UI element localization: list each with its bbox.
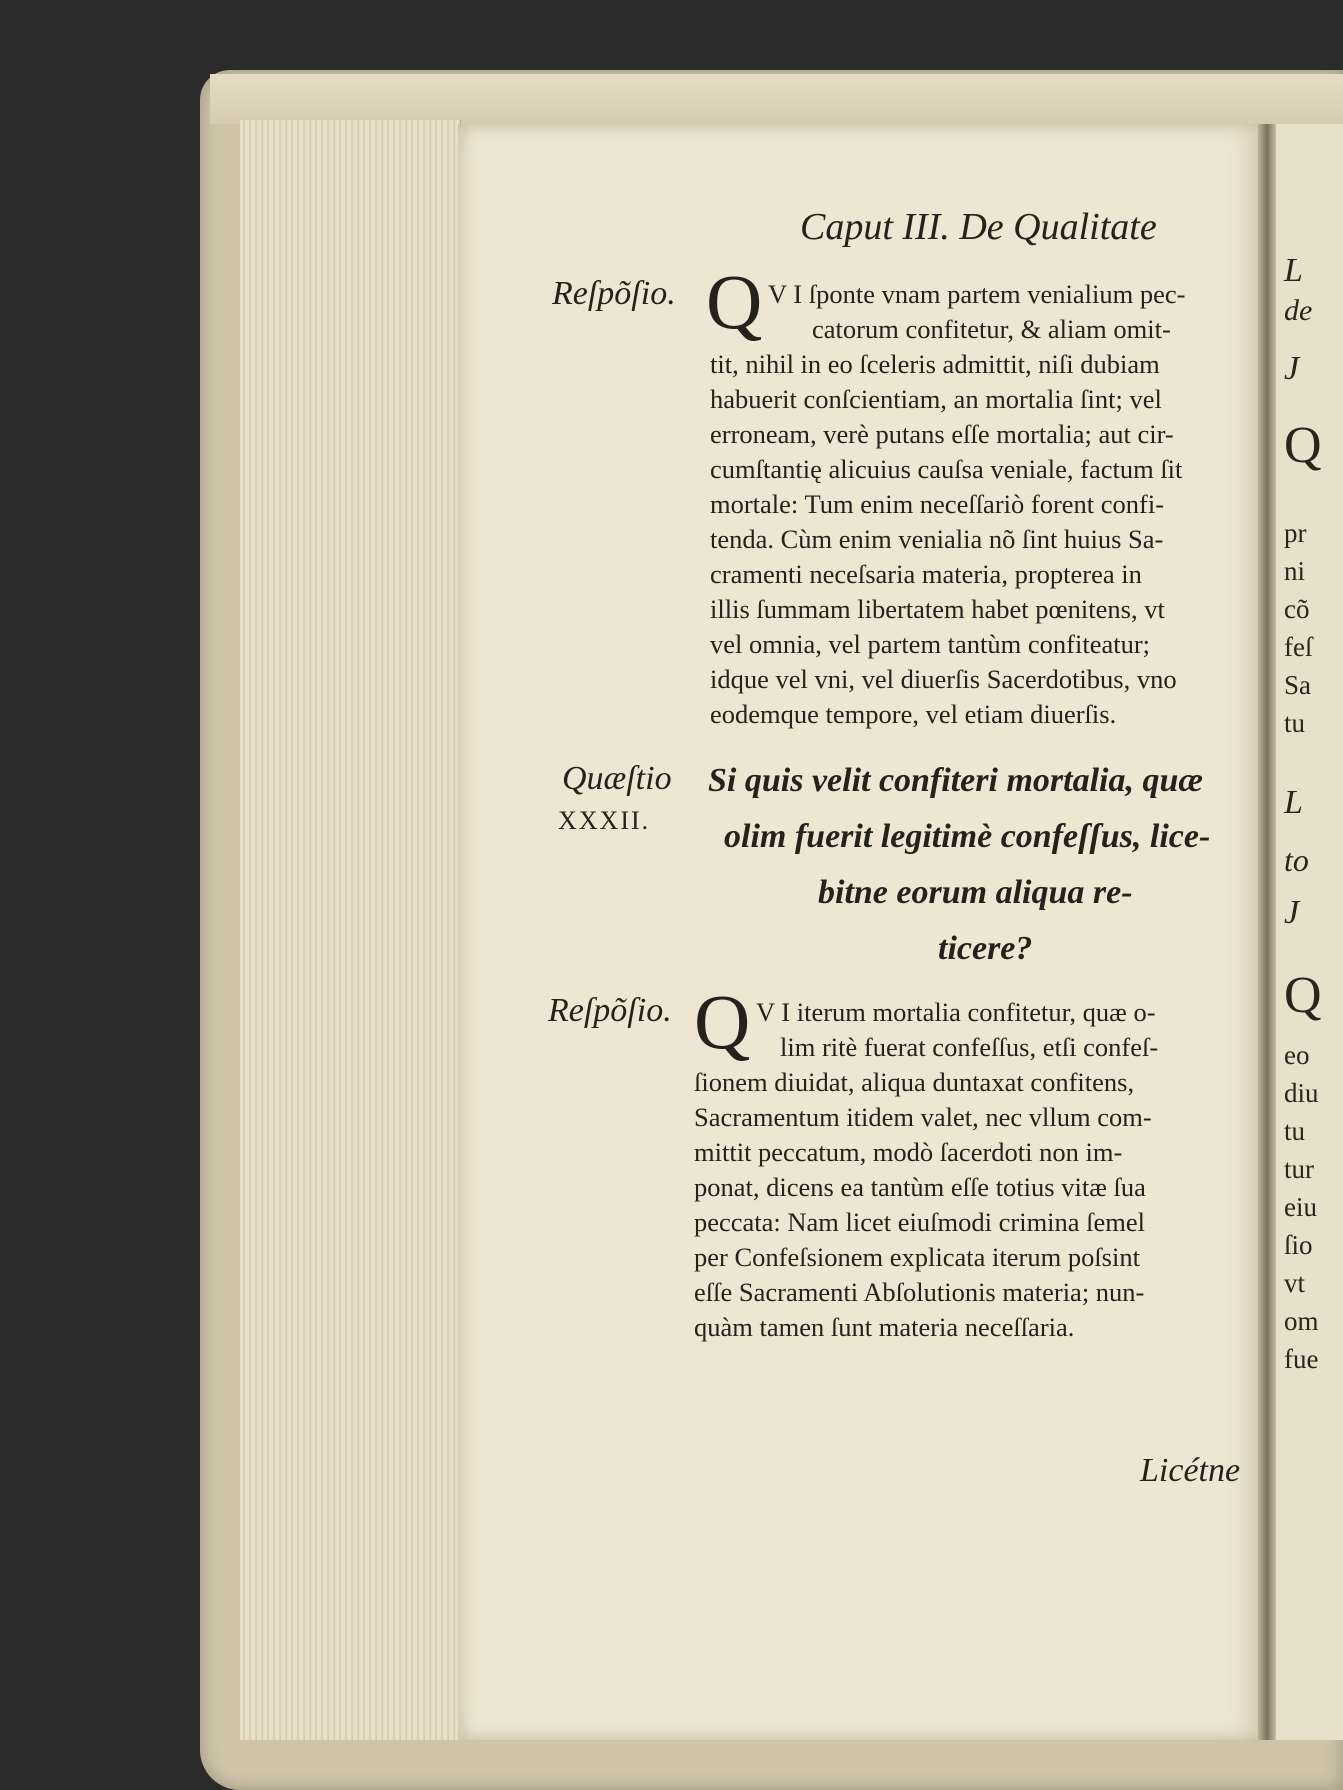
text-line: idque vel vni, vel diuerſis Sacerdotibus, vno <box>710 664 1177 694</box>
next-page-fragment: ni <box>1284 556 1306 586</box>
text-line: quàm tamen ſunt materia neceſſaria. <box>694 1312 1075 1342</box>
next-page-fragment: tur <box>1284 1154 1314 1184</box>
text-line: ſionem diuidat, aliqua duntaxat confitens, <box>694 1067 1135 1097</box>
next-page-fragment: L <box>1284 784 1303 821</box>
text-line: vel omnia, vel partem tantùm confiteatur; <box>710 629 1151 659</box>
next-page-fragment: Sa <box>1284 670 1311 700</box>
next-page-fragment: tu <box>1284 708 1306 738</box>
question-number: XXXII. <box>558 806 651 835</box>
drop-cap: Q <box>694 978 751 1065</box>
text-line: V I iterum mortalia confitetur, quæ o- <box>756 997 1156 1027</box>
text-line: Sacramentum itidem valet, nec vllum com- <box>694 1102 1152 1132</box>
book-gutter <box>1258 124 1276 1740</box>
page-stack-edge <box>240 120 461 1740</box>
next-page-fragment: diu <box>1284 1078 1319 1108</box>
text-line: cumſtantię alicuius cauſsa veniale, factum ſit <box>710 454 1183 484</box>
text-line: V I ſponte vnam partem venialium pec- <box>768 279 1186 309</box>
text-line: illis ſummam libertatem habet pœnitens, vt <box>710 594 1165 624</box>
drop-cap: Q <box>706 258 763 345</box>
response-label: Reſpõſio. <box>548 992 672 1029</box>
text-line: tenda. Cùm enim venialia nõ ſint huius Sa- <box>710 524 1164 554</box>
next-page-fragment: pr <box>1284 518 1307 548</box>
text-line: eſſe Sacramenti Abſolutionis materia; nun- <box>694 1277 1145 1307</box>
question-line: bitne eorum aliqua re- <box>818 874 1133 911</box>
text-line: ponat, dicens ea tantùm eſſe totius vitæ ſua <box>694 1172 1146 1202</box>
next-page-fragment: ſio <box>1284 1230 1313 1260</box>
text-line: peccata: Nam licet eiuſmodi crimina ſemel <box>694 1207 1146 1237</box>
book-top-edge <box>210 74 1343 124</box>
next-page-fragment: cõ <box>1284 594 1310 624</box>
question-line: Si quis velit confiteri mortalia, quæ <box>708 762 1203 799</box>
next-page-fragment: Q <box>1284 967 1322 1024</box>
next-page-fragment: Q <box>1284 417 1322 474</box>
next-page-fragment: L <box>1284 252 1303 289</box>
next-page-fragment: fue <box>1284 1344 1319 1374</box>
text-line: per Confeſsionem explicata iterum poſsint <box>694 1242 1140 1272</box>
catchword: Licétne <box>1140 1452 1241 1489</box>
text-line: mittit peccatum, modò ſacerdoti non im- <box>694 1137 1123 1167</box>
text-line: catorum confitetur, & aliam omit- <box>812 314 1171 344</box>
next-page-fragment: J <box>1284 350 1300 387</box>
text-line: eodemque tempore, vel etiam diuerſis. <box>710 699 1117 729</box>
next-page-fragment: de <box>1284 294 1313 327</box>
response-label: Reſpõſio. <box>552 275 676 312</box>
text-line: habuerit conſcientiam, an mortalia ſint; vel <box>710 384 1162 414</box>
text-line: tit, nihil in eo ſceleris admittit, niſi dubiam <box>710 349 1160 379</box>
running-title: Caput III. De Qualitate <box>800 206 1157 248</box>
next-page-fragment: tu <box>1284 1116 1306 1146</box>
text-line: lim ritè fuerat confeſſus, etſi confeſ- <box>780 1032 1159 1062</box>
next-page-fragment: vt <box>1284 1268 1306 1298</box>
next-page-fragment: eo <box>1284 1040 1310 1070</box>
question-line: ticere? <box>938 930 1033 967</box>
next-page-fragment: to <box>1284 842 1309 878</box>
next-page-fragment: eiu <box>1284 1192 1317 1222</box>
next-page-fragment: feſ <box>1284 632 1313 662</box>
question-line: olim fuerit legitimè confeſſus, lice- <box>724 818 1211 855</box>
text-line: cramenti neceſsaria materia, propterea in <box>710 559 1142 589</box>
next-page-fragment: om <box>1284 1306 1319 1336</box>
question-label: Quæſtio <box>562 760 672 797</box>
right-page-fragment <box>1276 124 1343 1740</box>
text-line: erroneam, verè putans eſſe mortalia; aut cir- <box>710 419 1174 449</box>
next-page-fragment: J <box>1284 894 1300 931</box>
text-line: mortale: Tum enim neceſſariò forent confi- <box>710 489 1165 519</box>
